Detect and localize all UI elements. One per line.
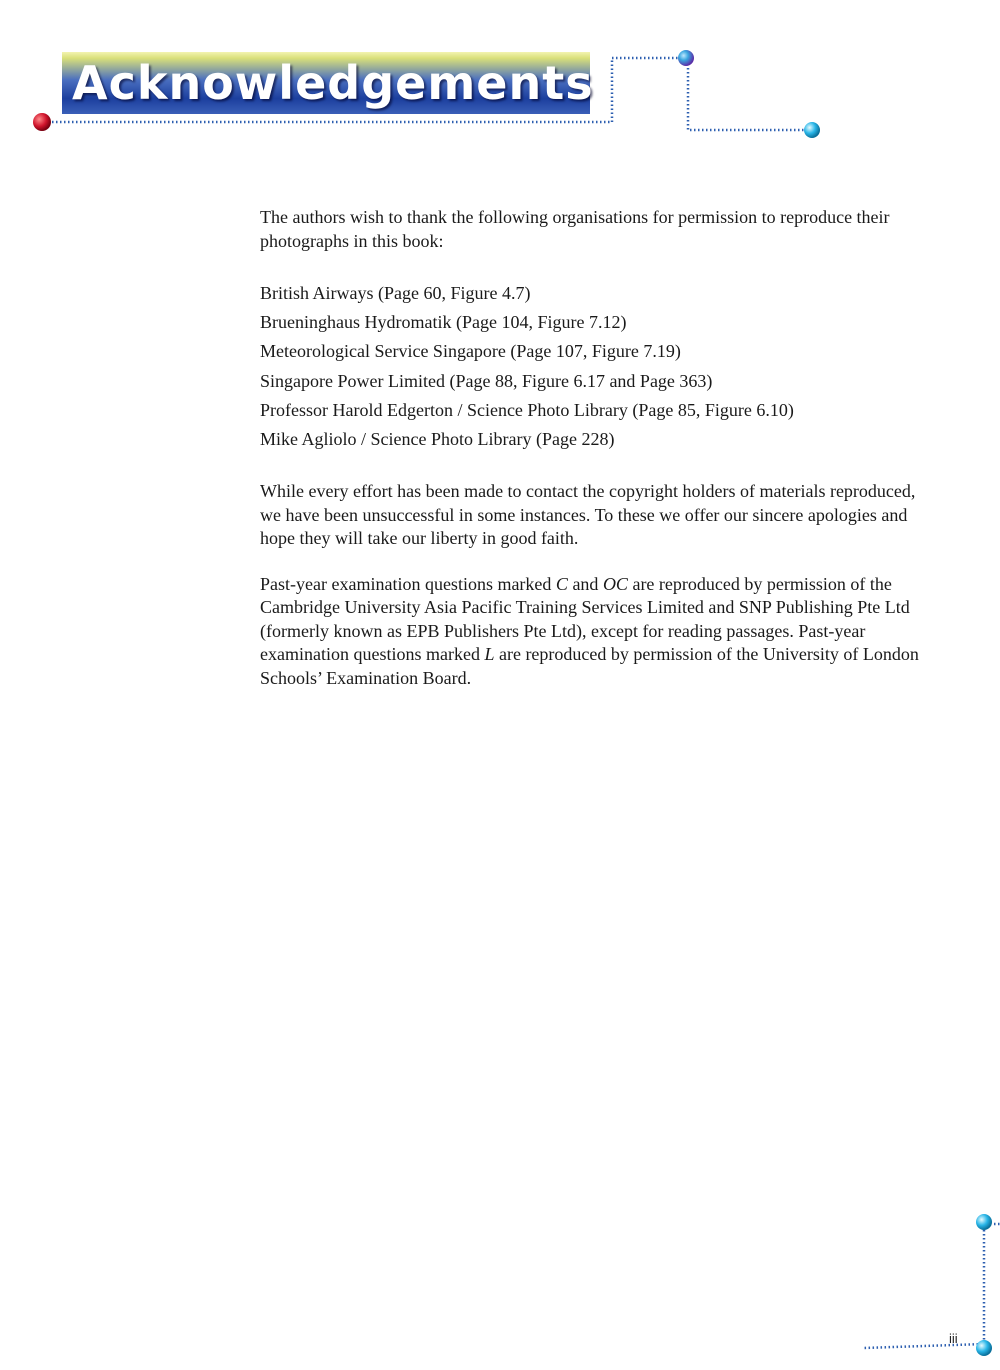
acknowledgements-body [260,206,930,712]
exam-text: are reproduced by permission of the Cambridge University Asia Pacific Training Services Limited and SNP Publishing Pte Ltd (formerly known as EPB Publishers Pte Ltd), except for reading passages. Past-year examination questions marked [260,573,910,665]
exam-text: and [567,573,603,594]
credit-item: British Airways (Page 60, Figure 4.7) [260,283,531,303]
mark-oc: OC [602,573,628,594]
intro-paragraph: The authors wish to thank the following organisations for permission to reproduce their photographs in this book: [260,207,890,251]
purple-dot-icon [678,50,694,66]
exam-permission-paragraph [260,573,930,691]
cyan-dot-icon [804,122,820,138]
mark-l: L [484,644,495,665]
mark-c: C [555,573,568,594]
exam-text: are reproduced by permission of the University of London Schools’ Examination Board. [260,644,919,688]
credit-item: Brueninghaus Hydromatik (Page 104, Figure 7.12) [260,312,627,333]
cyan-dot-icon [976,1214,992,1230]
credit-item: Mike Agliolo / Science Photo Library (Page 228) [260,429,615,450]
page-number: iii [949,1331,958,1346]
credit-item: Meteorological Service Singapore (Page 107, Figure 7.19) [260,341,681,362]
credit-item: Professor Harold Edgerton / Science Photo Library (Page 85, Figure 6.10) [260,399,794,420]
cyan-dot-icon [976,1340,992,1356]
page-title: Acknowledgements [72,56,594,110]
credit-item: Singapore Power Limited (Page 88, Figure 6.17 and Page 363) [260,370,713,391]
photo-credits-list [260,279,930,454]
red-dot-icon [33,113,51,131]
apology-paragraph: While every effort has been made to contact the copyright holders of materials reproduced, we have been unsuccessful in some instances. To these we offer our sincere apologies and hope they will take our liberty in good faith. [260,481,916,549]
exam-text: Past-year examination questions marked [260,573,556,594]
